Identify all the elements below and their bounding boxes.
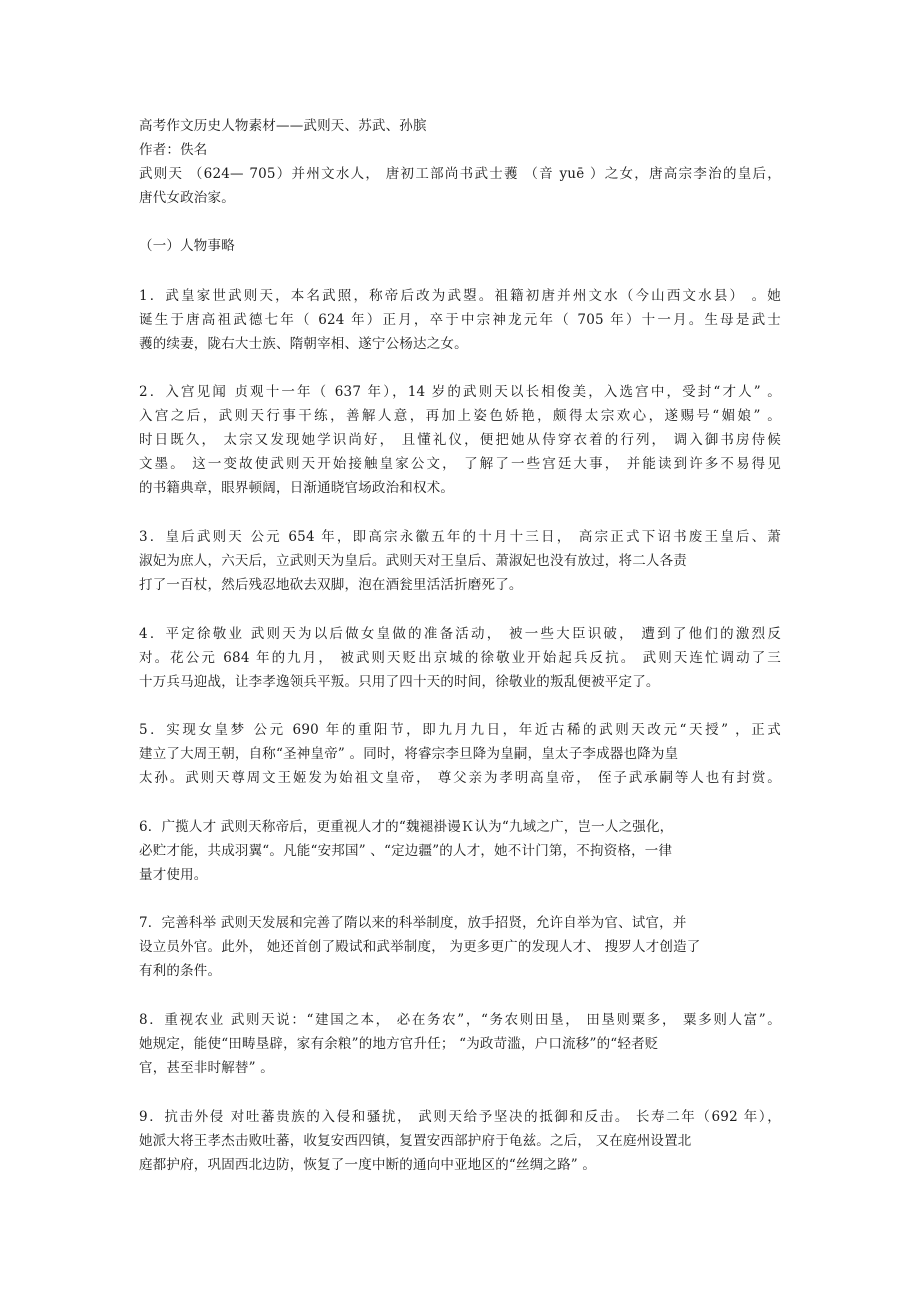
paragraph-line: 淑妃为庶人，六天后，立武则天为皇后。武则天对王皇后、萧淑妃也没有放过，将二人各责 — [139, 553, 687, 569]
paragraph-line: 7．完善科举 武则天发展和完善了隋以来的科举制度，放手招贤，允许自举为官、试官，并 — [139, 915, 687, 931]
paragraph-line: 十万兵马迎战，让李孝逸领兵平叛。只用了四十天的时间，徐敬业的叛乱便被平定了。 — [139, 674, 660, 690]
paragraph-line: 的书籍典章，眼界顿阔，日渐通晓官场政治和权术。 — [139, 480, 455, 496]
paragraph-line: 对。花公元 684 年的九月， 被武则天贬出京城的徐敬业开始起兵反抗。 武则天连忙调动了三 — [139, 650, 781, 666]
paragraph-line: 诞生于唐高祖武德七年（ 624 年）正月，卒于中宗神龙元年（ 705 年）十一月。生母是武士 — [139, 312, 781, 328]
paragraph-line: 官，甚至非时解替” 。 — [139, 1060, 274, 1076]
paragraph-line: 彟的续妻，陇右大士族、隋朝宰相、遂宁公杨达之女。 — [139, 336, 468, 352]
paragraph-line: 8．重视农业 武则天说：“建国之本， 必在务农”，“务农则田垦， 田垦则粟多， 粟多则人富”。 — [139, 1012, 781, 1028]
paragraph-line: 4．平定徐敬业 武则天为以后做女皇做的准备活动， 被一些大臣识破， 遭到了他们的激烈反 — [139, 626, 781, 642]
paragraph-line: 9．抗击外侵 对吐蕃贵族的入侵和骚扰， 武则天给予坚决的抵御和反击。 长寿二年（692 年）， — [139, 1109, 781, 1125]
paragraph-line: 3．皇后武则天 公元 654 年，即高宗永徽五年的十月十三日， 高宗正式下诏书废王皇后、萧 — [139, 529, 781, 545]
paragraph-line: 时日既久， 太宗又发现她学识尚好， 且懂礼仪，便把她从侍穿衣着的行列， 调入御书房侍候 — [139, 432, 781, 448]
document-author: 作者：佚名 — [139, 142, 208, 158]
intro-line: 唐代女政治家。 — [139, 190, 235, 206]
paragraph-line: 建立了大周王朝，自称“圣神皇帝” 。同时，将睿宗李旦降为皇嗣，皇太子李成器也降为皇 — [139, 746, 679, 762]
paragraph-line: 太孙。武则天尊周文王姬发为始祖文皇帝， 尊父亲为孝明高皇帝， 侄子武承嗣等人也有封赏。 — [139, 770, 781, 786]
paragraph-line: 6．广揽人才 武则天称帝后，更重视人才的“魏褪褂谩Ｋ认为“九域之广，岂一人之强化， — [139, 819, 674, 835]
intro-line: 武则天 （624— 705）并州文水人， 唐初工部尚书武士彟 （音 yuē ）之女，唐高宗李治的皇后， — [139, 166, 781, 182]
paragraph-line: 入宫之后，武则天行事干练，善解人意，再加上姿色娇艳，颇得太宗欢心，遂赐号“媚娘” 。 — [139, 408, 781, 424]
paragraph-line: 她派大将王孝杰击败吐蕃，收复安西四镇，复置安西部护府于龟兹。之后， 又在庭州设置北 — [139, 1133, 692, 1149]
paragraph-line: 2．入宫见闻 贞观十一年（ 637 年），14 岁的武则天以长相俊美，入选宫中，受封“才人” 。 — [139, 384, 781, 400]
paragraph-line: 打了一百杖，然后残忍地砍去双脚，泡在酒瓮里活活折磨死了。 — [139, 577, 523, 593]
paragraph-line: 庭都护府，巩固西北边防，恢复了一度中断的通向中亚地区的“丝绸之路” 。 — [139, 1157, 597, 1173]
paragraph-line: 有利的条件。 — [139, 963, 222, 979]
paragraph-line: 文墨。 这一变故使武则天开始接触皇家公文， 了解了一些宫廷大事， 并能读到许多不易得见 — [139, 456, 781, 472]
paragraph-line: 量才使用。 — [139, 867, 208, 883]
paragraph-line: 设立员外官。此外， 她还首创了殿试和武举制度， 为更多更广的发现人才、 搜罗人才创造了 — [139, 939, 701, 955]
paragraph-line: 她规定，能使“田畴垦辟，家有余粮”的地方官升任； “为政苛滥，户口流移”的“轻者贬 — [139, 1036, 659, 1052]
document-title: 高考作文历史人物素材——武则天、苏武、孙膑 — [139, 118, 427, 134]
paragraph-line: 1．武皇家世武则天，本名武照，称帝后改为武曌。祖籍初唐并州文水（今山西文水县） 。她 — [139, 288, 781, 304]
paragraph-line: 必贮才能，共成羽翼“。凡能“安邦国” 、“定边疆”的人才，她不计门第，不拘资格，一律 — [139, 843, 673, 859]
paragraph-line: 5．实现女皇梦 公元 690 年的重阳节，即九月九日，年近古稀的武则天改元“天授” ，正式 — [139, 722, 781, 738]
section-heading: （一）人物事略 — [139, 238, 235, 254]
